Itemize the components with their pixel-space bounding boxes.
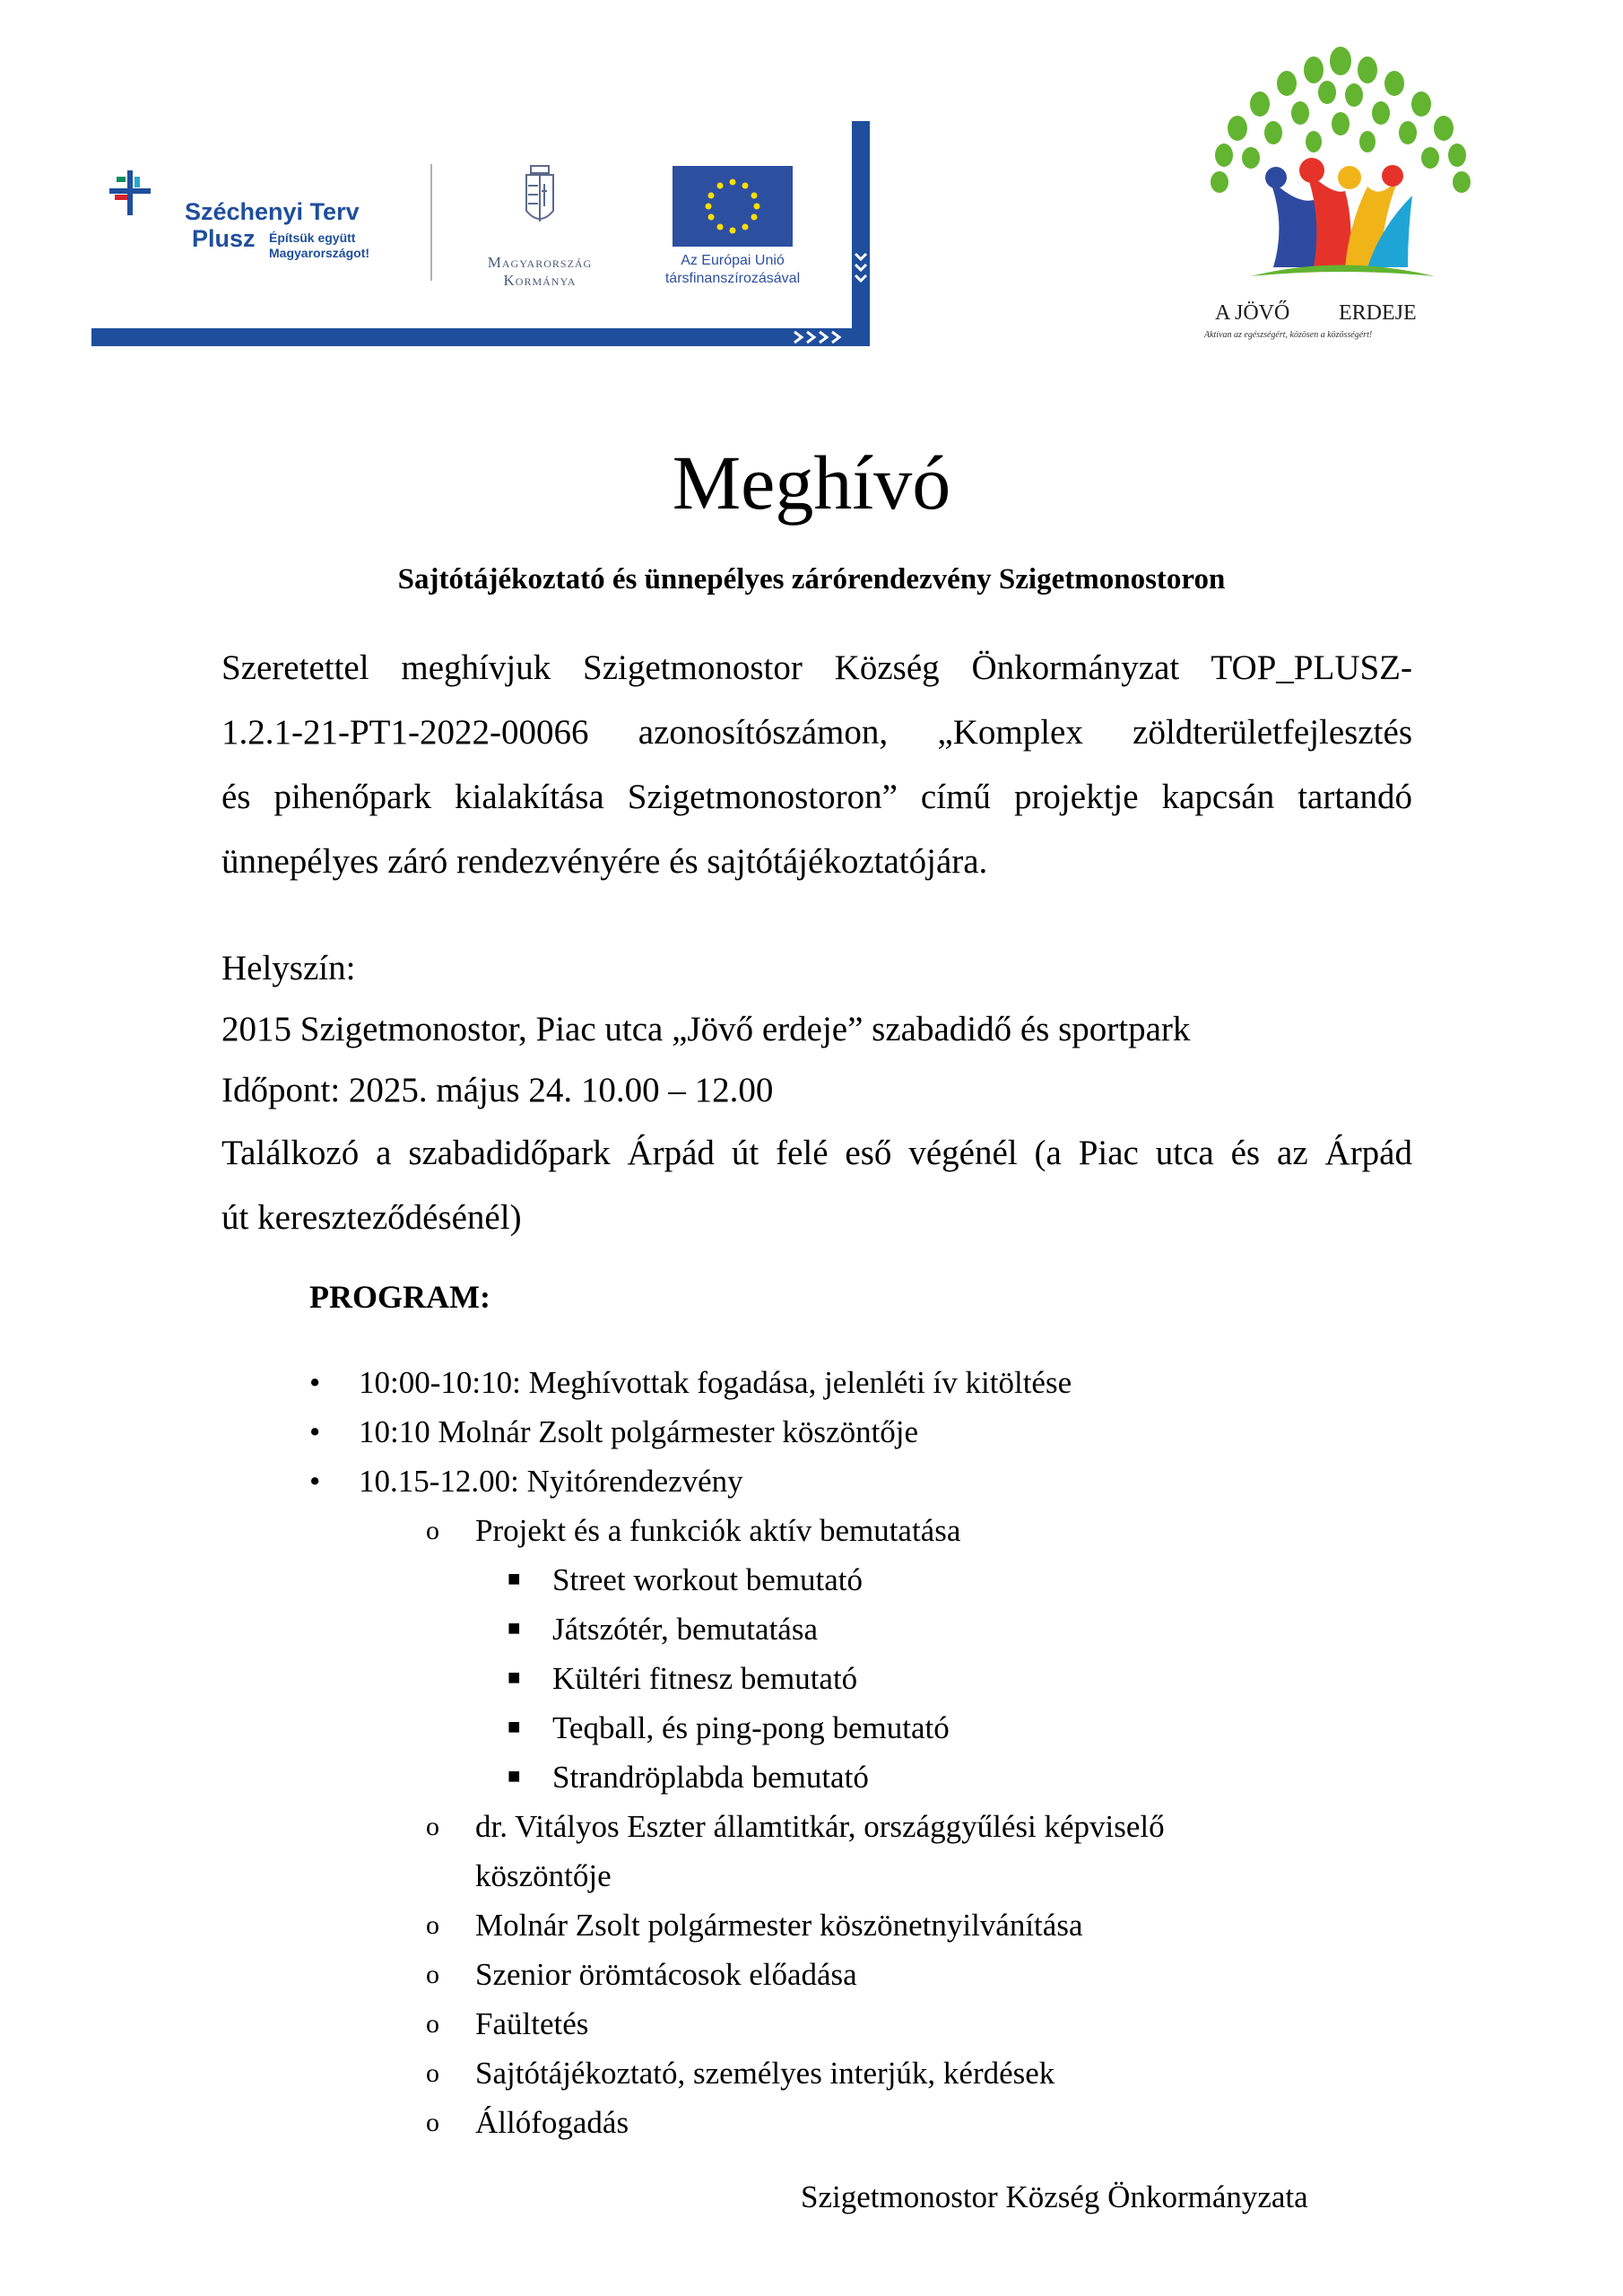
bullet-circle-icon: o xyxy=(426,1516,439,1545)
szechenyi-plusz: Plusz xyxy=(192,225,256,252)
szechenyi-cross-icon xyxy=(109,170,151,215)
location-label: Helyszín: xyxy=(221,949,356,987)
bullet-circle-icon: o xyxy=(426,2108,439,2137)
location-address: 2015 Szigetmonostor, Piac utca „Jövő erdeje” szabadidő és sportpark xyxy=(221,1010,1191,1048)
bullet-square-icon: ■ xyxy=(508,1666,521,1690)
bullet-dot-icon: • xyxy=(309,1464,321,1499)
event-time: Időpont: 2025. május 24. 10.00 – 12.00 xyxy=(221,1071,774,1109)
funding-logo-band xyxy=(91,121,881,350)
meeting-line: út kereszteződésénél) xyxy=(221,1198,522,1237)
program-heading: PROGRAM: xyxy=(309,1279,490,1315)
meeting-line: Találkozó a szabadidőpark Árpád út felé eső végénél (a Piac utca és az Árpád xyxy=(221,1134,1412,1172)
bullet-square-icon: ■ xyxy=(508,1716,521,1739)
bullet-circle-icon: o xyxy=(426,2058,439,2088)
bullet-circle-icon: o xyxy=(426,1812,439,1841)
bullet-square-icon: ■ xyxy=(508,1617,521,1640)
page-subtitle: Sajtótájékoztató és ünnepélyes zárórendezvény Szigetmonostoron xyxy=(397,563,1226,596)
intro-line: és pihenőpark kialakítása Szigetmonostoron” című projektje kapcsán tartandó xyxy=(221,778,1412,816)
event-info xyxy=(221,938,1477,1121)
bullet-circle-icon: o xyxy=(426,1910,439,1940)
program-subitem-continuation: köszöntője xyxy=(475,1858,612,1893)
tree-logo-tagline: Aktívan az egészségért, közösen a közösségért! xyxy=(1204,330,1373,340)
government-line-1: Magyarország xyxy=(487,254,593,271)
intro-paragraph xyxy=(221,636,1412,894)
bullet-square-icon: ■ xyxy=(508,1765,521,1788)
coat-of-arms-icon xyxy=(526,166,553,222)
eu-line-2: társfinanszírozásával xyxy=(664,271,801,286)
bullet-dot-icon: • xyxy=(309,1365,321,1400)
bullet-dot-icon: • xyxy=(309,1414,321,1449)
szechenyi-slogan-2: Magyarországot! xyxy=(269,246,370,260)
intro-line: Szeretettel meghívjuk Szigetmonostor Község Önkormányzat TOP_PLUSZ- xyxy=(221,648,1412,687)
eu-line-1: Az Európai Unió xyxy=(681,253,785,268)
szechenyi-slogan-1: Építsük együtt xyxy=(269,230,356,245)
jovo-erdeje-logo xyxy=(1188,43,1493,357)
page-title: Meghívó xyxy=(672,439,951,526)
tree-logo-title-right: ERDEJE xyxy=(1339,301,1417,325)
meeting-point xyxy=(221,1121,1412,1250)
bullet-circle-icon: o xyxy=(426,2009,439,2039)
intro-line: 1.2.1-21-PT1-2022-00066 azonosítószámon, „Komplex zöldterületfejlesztés xyxy=(221,713,1412,752)
tree-icon xyxy=(1188,43,1493,303)
intro-line: ünnepélyes záró rendezvényére és sajtótájékoztatójára. xyxy=(221,842,988,881)
szechenyi-title: Széchenyi Terv xyxy=(185,198,360,225)
tree-logo-title-left: A JÖVŐ xyxy=(1215,301,1290,325)
signature: Szigetmonostor Község Önkormányzata xyxy=(801,2179,1308,2214)
bullet-circle-icon: o xyxy=(426,1960,439,1989)
eu-flag-icon xyxy=(673,166,793,247)
bullet-square-icon: ■ xyxy=(508,1568,521,1591)
government-line-2: Kormánya xyxy=(503,272,577,289)
